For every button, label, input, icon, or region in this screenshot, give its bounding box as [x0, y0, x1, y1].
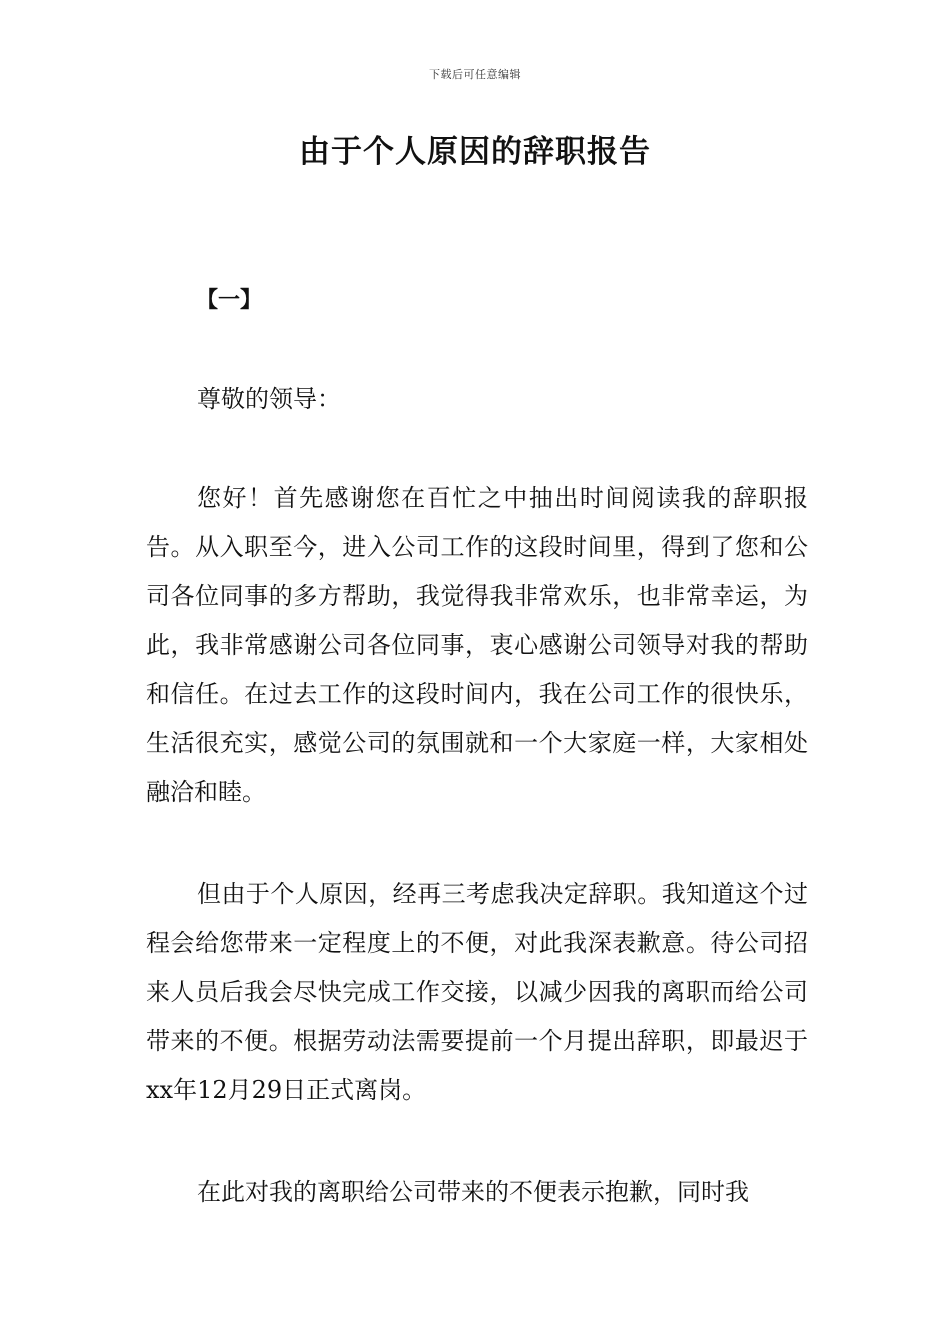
paragraph-2: 但由于个人原因，经再三考虑我决定辞职。我知道这个过程会给您带来一定程度上的不便，对此我深表歉意。待公司招来人员后我会尽快完成工作交接，以减少因我的离职而给公司带来的不便。根据劳动法需要提前一个月提出辞职，即最迟于xx年12月29日正式离岗。: [146, 880, 808, 1104]
paragraph-3: 在此对我的离职给公司带来的不便表示抱歉，同时我: [197, 1178, 749, 1206]
paragraph-1: 您好！首先感谢您在百忙之中抽出时间阅读我的辞职报告。从入职至今，进入公司工作的这段时间里，得到了您和公司各位同事的多方帮助，我觉得我非常欢乐，也非常幸运，为此，我非常感谢公司各位同事，衷心感谢公司领导对我的帮助和信任。在过去工作的这段时间内，我在公司工作的很快乐，生活很充实，感觉公司的氛围就和一个大家庭一样，大家相处融洽和睦。: [146, 484, 808, 806]
header-note: 下载后可任意编辑: [429, 68, 521, 81]
section-label: 【一】: [196, 288, 263, 313]
document-title: 由于个人原因的辞职报告: [299, 134, 651, 170]
greeting: 尊敬的领导：: [197, 385, 341, 413]
